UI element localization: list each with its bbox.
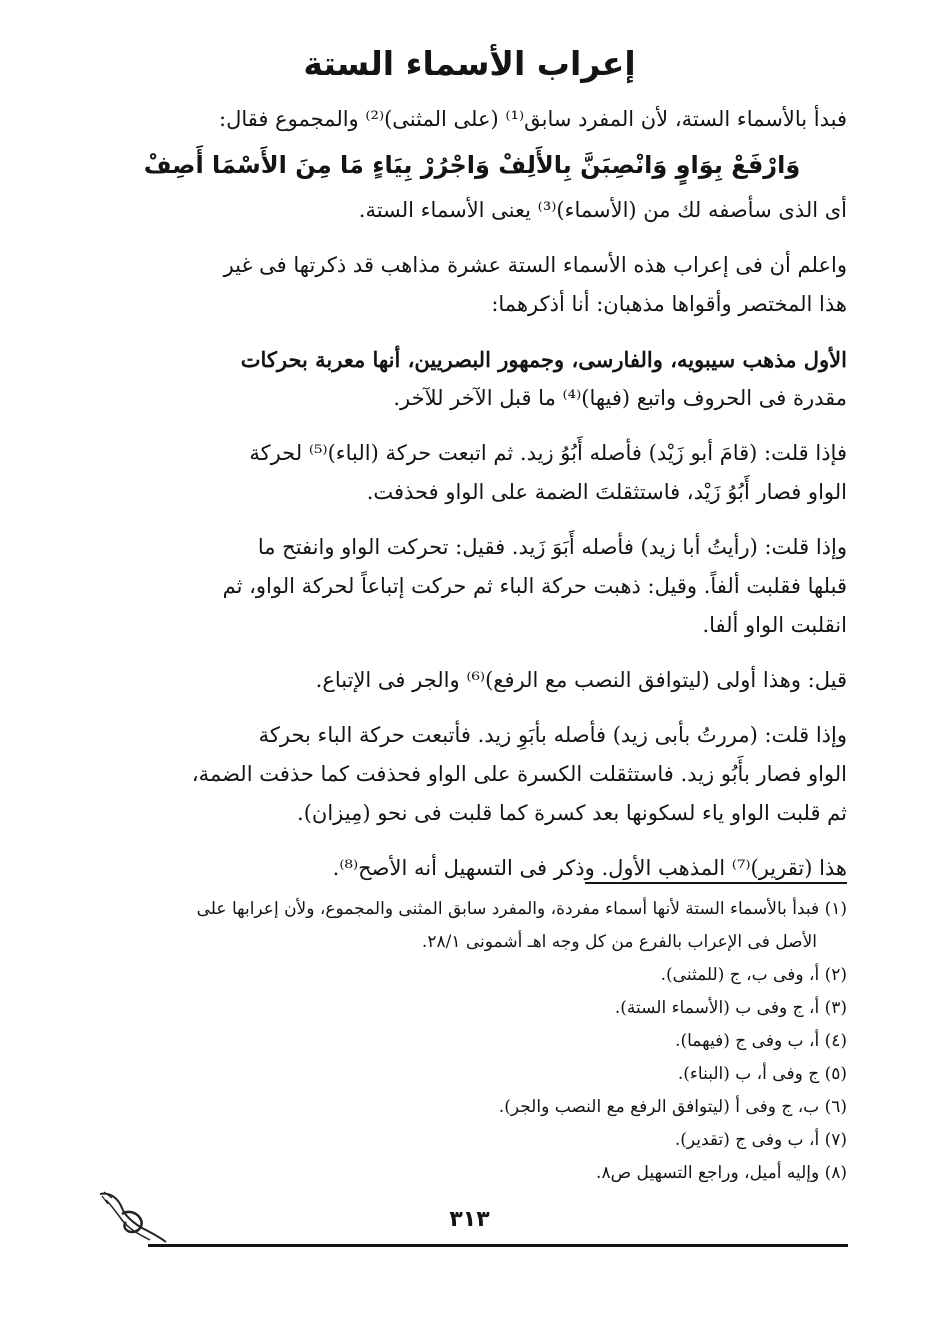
paragraph-6 [97,661,847,700]
text-line: قيل: وهذا أولى (ليتوافق النصب مع الرفع)⁽⁶⁾ والجر فى الإتباع. [315,668,847,692]
text-line: انقلبت الواو ألفا. [702,613,847,637]
paragraph-7 [97,716,847,833]
text-line: الواو فصار أَبُوُ زَيْد، فاستثقلتَ الضمة على الواو فحذفت. [366,480,847,504]
paragraph-1 [97,100,847,230]
main-text [97,100,847,888]
verse-line: وَارْفَعْ بِوَاوٍ وَانْصِبَنَّ بِالأَلِفْ وَاجْرُرْ بِيَاءٍ مَا مِنَ الأَسْمَا أَصِفْ [143,151,801,179]
text-line: أى الذى سأصفه لك من (الأسماء)⁽³⁾ يعنى الأسماء الستة. [358,198,847,222]
footnote-5: (٥) ج وفى أ، ب (البناء). [677,1064,847,1084]
footnote-1: (١) فبدأ بالأسماء الستة لأنها أسماء مفردة، والمفرد سابق المثنى والمجموع، ولأن إعرابها على [196,899,847,919]
corner-ornament-icon [92,1184,172,1252]
text-line: فإذا قلت: (قامَ أبو زَيْد) فأصله أَبُوُ زيد. ثم اتبعت حركة (الباء)⁽⁵⁾ لحركة [249,441,847,465]
paragraph-4 [97,434,847,512]
paragraph-5 [97,528,847,645]
footnote-3: (٣) أ، ج وفى ب (الأسماء الستة). [614,998,847,1018]
text-line: قبلها فقلبت ألفاً. وقيل: ذهبت حركة الباء ثم حركت إتباعاً لحركة الواو، ثم [222,574,847,598]
footer-rule [148,1244,848,1247]
text-line: فبدأ بالأسماء الستة، لأن المفرد سابق⁽¹⁾ (على المثنى)⁽²⁾ والمجموع فقال: [219,107,847,131]
footnote-6: (٦) ب، ج وفى أ (ليتوافق الرفع مع النصب والجر). [498,1097,847,1117]
page-number: ٣١٣ [449,1207,490,1232]
paragraph-3 [97,340,847,418]
page-title: إعراب الأسماء الستة [303,44,636,83]
text-line: ثم قلبت الواو ياء لسكونها بعد كسرة كما قلبت فى نحو (مِيزان). [297,801,847,825]
footnotes [97,893,847,1190]
footnote-7: (٧) أ، ب وفى ج (تقدير). [674,1130,847,1150]
text-line: الواو فصار بأَبُو زيد. فاستثقلت الكسرة على الواو فحذفت كما حذفت الضمة، [191,762,847,786]
footnote-divider [585,882,847,884]
footnote-2: (٢) أ، وفى ب، ج (للمثنى). [660,965,847,985]
text-line: مقدرة فى الحروف واتبع (فيها)⁽⁴⁾ ما قبل الآخر للآخر. [393,386,847,410]
text-line: الأول مذهب سيبويه، والفارسى، وجمهور البصريين، أنها معربة بحركات [240,347,847,372]
text-line: وإذا قلت: (رأيتُ أبا زيد) فأصله أَبَوَ زَيد. فقيل: تحركت الواو وانفتح ما [257,535,847,559]
text-line: واعلم أن فى إعراب هذه الأسماء الستة عشرة مذاهب قد ذكرتها فى غير [223,253,847,277]
text-line: هذا المختصر وأقواها مذهبان: أنا أذكرهما: [491,292,847,316]
paragraph-2 [97,246,847,324]
footnote-8: (٨) وإليه أميل، وراجع التسهيل ص٨. [596,1163,847,1183]
text-line: وإذا قلت: (مررتُ بأبى زيد) فأصله بأبَوِ زيد. فأتبعت حركة الباء بحركة [258,723,847,747]
footnote-4: (٤) أ، ب وفى ج (فيهما). [675,1031,847,1051]
text-line: هذا (تقرير)⁽⁷⁾ المذهب الأول. وذكر فى التسهيل أنه الأصح⁽⁸⁾. [332,856,847,880]
footnote-1-continued: الأصل فى الإعراب بالفرع من كل وجه اهـ أشمونى ٢٨/١. [421,932,817,952]
